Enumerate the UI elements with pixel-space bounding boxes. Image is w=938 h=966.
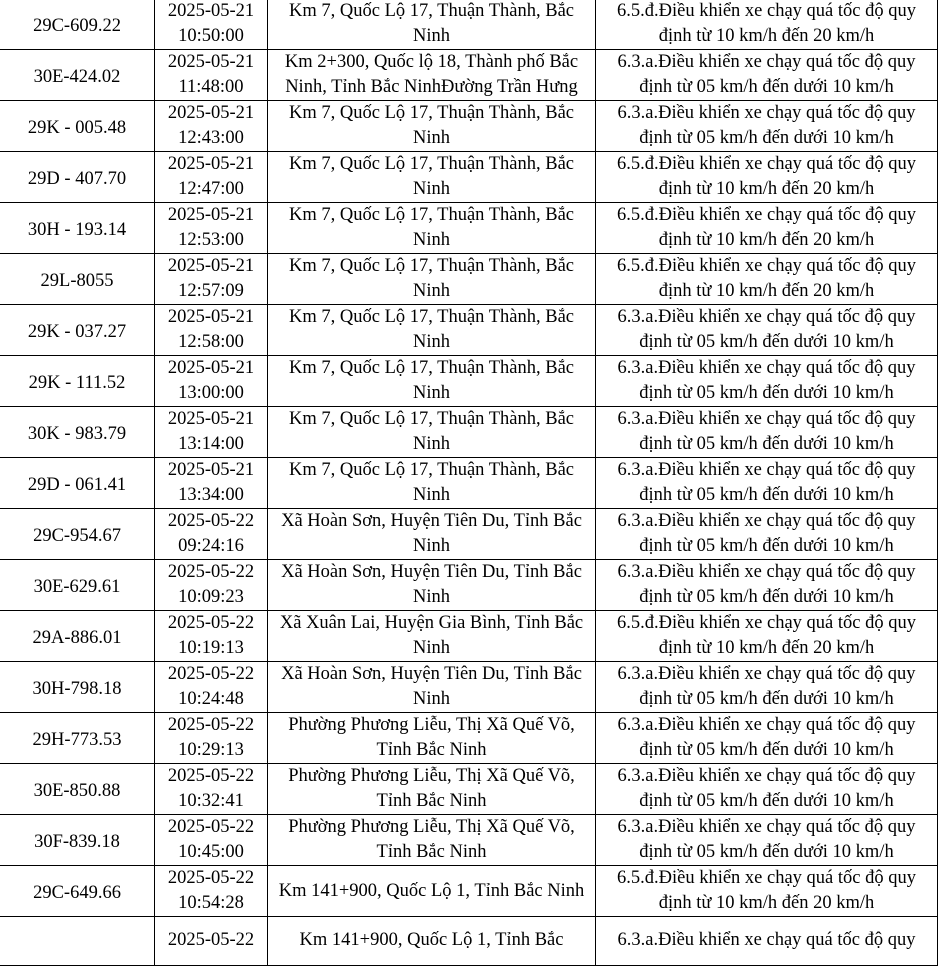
location-cell: [268, 0, 596, 50]
location-cell-text: [268, 0, 595, 49]
violation-cell-part-1: 6.3.a.Điều khiển xe chạy quá tốc độ quy định từ 05 km/h đến dưới 10 km/h: [617, 715, 916, 760]
table-row: [0, 305, 938, 356]
datetime-cell: [155, 305, 268, 356]
violation-cell-text: [596, 611, 937, 661]
datetime-cell-part-1: 2025-05-22: [167, 613, 255, 633]
datetime-cell: [155, 560, 268, 611]
violation-cell-part-1: 6.3.a.Điều khiển xe chạy quá tốc độ quy định từ 05 km/h đến dưới 10 km/h: [617, 562, 916, 607]
datetime-cell-part-1: 2025-05-21: [167, 460, 255, 480]
plate-number-cell-part-1: 30E-629.61: [33, 576, 121, 597]
datetime-cell-text: [155, 0, 267, 49]
plate-number-cell-text: [0, 61, 154, 90]
plate-number-cell-text: [0, 571, 154, 600]
datetime-cell-part-1: 2025-05-21: [167, 307, 255, 327]
datetime-cell-text: [155, 560, 267, 610]
datetime-cell-part-2: 11:48:00: [178, 77, 244, 97]
violation-cell: [596, 305, 938, 356]
plate-number-cell: [0, 713, 155, 764]
plate-number-cell-part-1: 29C-954.67: [33, 525, 121, 546]
violation-cell: [596, 713, 938, 764]
datetime-cell-part-2: 13:00:00: [178, 383, 244, 403]
datetime-cell-part-2: 12:47:00: [178, 179, 244, 199]
violation-cell-text: [596, 203, 937, 253]
violation-cell-part-1: 6.3.a.Điều khiển xe chạy quá tốc độ quy định từ 05 km/h đến dưới 10 km/h: [617, 664, 916, 709]
location-cell: [268, 152, 596, 203]
location-cell-part-1: Km 7, Quốc Lộ 17, Thuận Thành, Bắc Ninh: [289, 358, 574, 403]
plate-number-cell-text: [0, 939, 154, 943]
violation-cell-text: [596, 101, 937, 151]
datetime-cell-part-1: 2025-05-21: [167, 52, 255, 72]
datetime-cell-text: [155, 928, 267, 953]
datetime-cell: [155, 0, 268, 50]
location-cell-text: [268, 764, 595, 814]
datetime-cell-text: [155, 866, 267, 916]
location-cell-text: [268, 101, 595, 151]
datetime-cell-text: [155, 458, 267, 508]
datetime-cell-part-2: 10:50:00: [178, 26, 244, 46]
plate-number-cell-text: [0, 367, 154, 396]
datetime-cell-part-2: 10:09:23: [178, 587, 244, 607]
plate-number-cell: [0, 509, 155, 560]
datetime-cell-text: [155, 152, 267, 202]
plate-number-cell-part-1: 29D - 407.70: [27, 168, 127, 189]
plate-number-cell-text: [0, 418, 154, 447]
location-cell-part-1: Phường Phương Liễu, Thị Xã Quế Võ, Tỉnh Bắc Ninh: [288, 817, 575, 862]
location-cell: [268, 356, 596, 407]
plate-number-cell: [0, 764, 155, 815]
location-cell-part-1: Km 7, Quốc Lộ 17, Thuận Thành, Bắc Ninh: [289, 103, 574, 148]
location-cell-part-1: Km 7, Quốc Lộ 17, Thuận Thành, Bắc Ninh: [289, 307, 574, 352]
violation-cell: [596, 254, 938, 305]
violation-cell: [596, 407, 938, 458]
location-cell-text: [268, 254, 595, 304]
plate-number-cell-part-1: 29H-773.53: [32, 729, 122, 750]
datetime-cell-text: [155, 815, 267, 865]
violation-cell-part-1: 6.3.a.Điều khiển xe chạy quá tốc độ quy định từ 05 km/h đến dưới 10 km/h: [617, 817, 916, 862]
datetime-cell-part-1: 2025-05-21: [167, 409, 255, 429]
violation-cell-text: [596, 713, 937, 763]
datetime-cell-text: [155, 713, 267, 763]
plate-number-cell: [0, 0, 155, 50]
location-cell-text: [268, 713, 595, 763]
plate-number-cell-text: [0, 10, 154, 39]
violation-cell: [596, 764, 938, 815]
plate-number-cell-text: [0, 265, 154, 294]
violation-cell: [596, 815, 938, 866]
datetime-cell-part-1: 2025-05-22: [167, 511, 255, 531]
datetime-cell-part-1: 2025-05-21: [167, 1, 255, 21]
plate-number-cell-part-1: 30E-850.88: [33, 780, 121, 801]
table-row: [0, 815, 938, 866]
table-row: [0, 509, 938, 560]
violation-cell-part-1: 6.5.đ.Điều khiển xe chạy quá tốc độ quy định từ 10 km/h đến 20 km/h: [616, 205, 916, 250]
datetime-cell-part-2: 12:58:00: [178, 332, 244, 352]
violation-cell-text: [596, 152, 937, 202]
plate-number-cell-text: [0, 214, 154, 243]
datetime-cell: [155, 50, 268, 101]
table-row: [0, 356, 938, 407]
plate-number-cell-part-1: 29D - 061.41: [27, 474, 127, 495]
datetime-cell: [155, 101, 268, 152]
datetime-cell-part-1: 2025-05-22: [167, 868, 255, 888]
datetime-cell-part-1: 2025-05-21: [167, 103, 255, 123]
datetime-cell-part-2: 12:43:00: [178, 128, 244, 148]
table-row: [0, 50, 938, 101]
datetime-cell-text: [155, 509, 267, 559]
location-cell: [268, 713, 596, 764]
violation-cell: [596, 560, 938, 611]
location-cell-text: [268, 879, 595, 904]
datetime-cell: [155, 662, 268, 713]
table-row: [0, 611, 938, 662]
datetime-cell: [155, 713, 268, 764]
violation-cell: [596, 458, 938, 509]
location-cell: [268, 305, 596, 356]
table-row: [0, 152, 938, 203]
location-cell-text: [268, 356, 595, 406]
violation-cell-text: [596, 305, 937, 355]
location-cell-text: [268, 305, 595, 355]
location-cell-text: [268, 203, 595, 253]
plate-number-cell: [0, 356, 155, 407]
plate-number-cell: [0, 662, 155, 713]
datetime-cell-part-2: 10:24:48: [178, 689, 244, 709]
violation-cell: [596, 917, 938, 966]
location-cell: [268, 917, 596, 966]
plate-number-cell: [0, 866, 155, 917]
violation-cell-text: [596, 866, 937, 916]
datetime-cell: [155, 764, 268, 815]
datetime-cell-part-2: 10:29:13: [178, 740, 244, 760]
violation-cell-part-1: 6.5.đ.Điều khiển xe chạy quá tốc độ quy định từ 10 km/h đến 20 km/h: [616, 868, 916, 913]
location-cell-part-1: Km 7, Quốc Lộ 17, Thuận Thành, Bắc Ninh: [289, 1, 574, 46]
location-cell-text: [268, 509, 595, 559]
plate-number-cell: [0, 152, 155, 203]
location-cell: [268, 254, 596, 305]
location-cell-part-1: Km 2+300, Quốc lộ 18, Thành phố Bắc Ninh, Tỉnh Bắc NinhĐường Trần Hưng: [284, 52, 579, 97]
violation-cell-text: [596, 356, 937, 406]
datetime-cell: [155, 152, 268, 203]
plate-number-cell-part-1: 29K - 037.27: [27, 321, 127, 342]
location-cell: [268, 50, 596, 101]
violation-cell: [596, 101, 938, 152]
table-row: [0, 560, 938, 611]
datetime-cell-part-1: 2025-05-22: [167, 664, 255, 684]
plate-number-cell-text: [0, 520, 154, 549]
datetime-cell-part-2: 12:57:09: [178, 281, 244, 301]
violation-cell-text: [596, 509, 937, 559]
table-row: [0, 764, 938, 815]
datetime-cell-text: [155, 305, 267, 355]
location-cell-text: [268, 458, 595, 508]
plate-number-cell-text: [0, 163, 154, 192]
datetime-cell: [155, 509, 268, 560]
datetime-cell-text: [155, 203, 267, 253]
location-cell: [268, 764, 596, 815]
violation-cell-text: [596, 407, 937, 457]
plate-number-cell: [0, 203, 155, 254]
plate-number-cell-text: [0, 622, 154, 651]
plate-number-cell: [0, 50, 155, 101]
violation-cell-text: [596, 928, 937, 953]
datetime-cell: [155, 458, 268, 509]
violation-cell-part-1: 6.5.đ.Điều khiển xe chạy quá tốc độ quy định từ 10 km/h đến 20 km/h: [616, 256, 916, 301]
violation-cell-part-1: 6.3.a.Điều khiển xe chạy quá tốc độ quy định từ 05 km/h đến dưới 10 km/h: [617, 358, 916, 403]
violation-cell-part-1: 6.5.đ.Điều khiển xe chạy quá tốc độ quy định từ 10 km/h đến 20 km/h: [616, 613, 916, 658]
datetime-cell-part-2: 10:54:28: [178, 893, 244, 913]
location-cell-text: [268, 407, 595, 457]
violation-cell-part-1: 6.3.a.Điều khiển xe chạy quá tốc độ quy: [617, 930, 916, 951]
violation-cell: [596, 152, 938, 203]
violation-cell-text: [596, 50, 937, 100]
datetime-cell: [155, 815, 268, 866]
violation-cell-part-1: 6.3.a.Điều khiển xe chạy quá tốc độ quy định từ 05 km/h đến dưới 10 km/h: [617, 307, 916, 352]
datetime-cell-part-1: 2025-05-22: [167, 930, 255, 951]
datetime-cell-part-1: 2025-05-21: [167, 358, 255, 378]
location-cell-text: [268, 611, 595, 661]
location-cell-text: [268, 662, 595, 712]
violation-cell-part-1: 6.3.a.Điều khiển xe chạy quá tốc độ quy định từ 05 km/h đến dưới 10 km/h: [617, 103, 916, 148]
violation-cell-part-1: 6.3.a.Điều khiển xe chạy quá tốc độ quy định từ 05 km/h đến dưới 10 km/h: [617, 460, 916, 505]
table-row: [0, 917, 938, 966]
datetime-cell: [155, 866, 268, 917]
location-cell: [268, 203, 596, 254]
plate-number-cell: [0, 305, 155, 356]
datetime-cell-text: [155, 611, 267, 661]
location-cell-text: [268, 50, 595, 100]
table-row: [0, 866, 938, 917]
plate-number-cell: [0, 611, 155, 662]
table-row: [0, 0, 938, 50]
datetime-cell-part-2: 13:34:00: [178, 485, 244, 505]
violation-cell-part-1: 6.5.đ.Điều khiển xe chạy quá tốc độ quy định từ 10 km/h đến 20 km/h: [616, 1, 916, 46]
table-row: [0, 662, 938, 713]
plate-number-cell-part-1: 30H - 193.14: [27, 219, 127, 240]
plate-number-cell-part-1: 29K - 005.48: [27, 117, 127, 138]
table-row: [0, 101, 938, 152]
location-cell-part-1: Xã Hoàn Sơn, Huyện Tiên Du, Tỉnh Bắc Ninh: [281, 511, 582, 556]
datetime-cell-part-1: 2025-05-21: [167, 154, 255, 174]
plate-number-cell-part-1: 29C-609.22: [33, 15, 121, 36]
violation-cell: [596, 662, 938, 713]
location-cell-text: [268, 560, 595, 610]
datetime-cell-text: [155, 101, 267, 151]
violation-cell-part-1: 6.3.a.Điều khiển xe chạy quá tốc độ quy định từ 05 km/h đến dưới 10 km/h: [617, 409, 916, 454]
datetime-cell: [155, 254, 268, 305]
plate-number-cell-part-1: 30H-798.18: [32, 678, 122, 699]
plate-number-cell: [0, 407, 155, 458]
datetime-cell: [155, 203, 268, 254]
plate-number-cell-text: [0, 724, 154, 753]
plate-number-cell-part-1: 29A-886.01: [32, 627, 122, 648]
datetime-cell-part-2: 13:14:00: [178, 434, 244, 454]
table-row: [0, 203, 938, 254]
violation-cell-part-1: 6.5.đ.Điều khiển xe chạy quá tốc độ quy định từ 10 km/h đến 20 km/h: [616, 154, 916, 199]
plate-number-cell-text: [0, 826, 154, 855]
plate-number-cell: [0, 458, 155, 509]
violation-cell: [596, 356, 938, 407]
violation-cell-text: [596, 0, 937, 49]
datetime-cell-part-2: 09:24:16: [178, 536, 244, 556]
plate-number-cell-part-1: 29K - 111.52: [28, 372, 126, 393]
table-row: [0, 254, 938, 305]
table-row: [0, 407, 938, 458]
datetime-cell-part-1: 2025-05-22: [167, 715, 255, 735]
datetime-cell-part-1: 2025-05-22: [167, 817, 255, 837]
location-cell-text: [268, 152, 595, 202]
location-cell: [268, 101, 596, 152]
datetime-cell-part-2: 10:45:00: [178, 842, 244, 862]
location-cell: [268, 458, 596, 509]
location-cell-part-1: Km 7, Quốc Lộ 17, Thuận Thành, Bắc Ninh: [289, 205, 574, 250]
plate-number-cell: [0, 917, 155, 966]
violation-cell-part-1: 6.3.a.Điều khiển xe chạy quá tốc độ quy định từ 05 km/h đến dưới 10 km/h: [617, 52, 916, 97]
location-cell-part-1: Km 7, Quốc Lộ 17, Thuận Thành, Bắc Ninh: [289, 256, 574, 301]
plate-number-cell-text: [0, 112, 154, 141]
plate-number-cell-text: [0, 316, 154, 345]
violation-cell: [596, 866, 938, 917]
violation-cell: [596, 0, 938, 50]
plate-number-cell: [0, 101, 155, 152]
violation-cell-part-1: 6.3.a.Điều khiển xe chạy quá tốc độ quy định từ 05 km/h đến dưới 10 km/h: [617, 766, 916, 811]
plate-number-cell-part-1: 29L-8055: [40, 270, 114, 291]
location-cell-part-1: Xã Hoàn Sơn, Huyện Tiên Du, Tỉnh Bắc Ninh: [281, 664, 582, 709]
datetime-cell-text: [155, 407, 267, 457]
violation-cell: [596, 509, 938, 560]
plate-number-cell: [0, 815, 155, 866]
location-cell: [268, 407, 596, 458]
violation-cell-text: [596, 560, 937, 610]
violation-cell-part-1: 6.3.a.Điều khiển xe chạy quá tốc độ quy định từ 05 km/h đến dưới 10 km/h: [617, 511, 916, 556]
plate-number-cell-text: [0, 775, 154, 804]
location-cell-part-1: Phường Phương Liễu, Thị Xã Quế Võ, Tỉnh Bắc Ninh: [288, 715, 575, 760]
datetime-cell-part-1: 2025-05-22: [167, 562, 255, 582]
datetime-cell-text: [155, 50, 267, 100]
plate-number-cell-text: [0, 877, 154, 906]
location-cell-part-1: Km 7, Quốc Lộ 17, Thuận Thành, Bắc Ninh: [289, 460, 574, 505]
violation-cell: [596, 611, 938, 662]
location-cell-text: [268, 815, 595, 865]
violation-cell-text: [596, 458, 937, 508]
location-cell: [268, 611, 596, 662]
location-cell: [268, 866, 596, 917]
table-row: [0, 458, 938, 509]
location-cell-part-1: Km 141+900, Quốc Lộ 1, Tỉnh Bắc: [299, 930, 564, 951]
location-cell-part-1: Xã Hoàn Sơn, Huyện Tiên Du, Tỉnh Bắc Ninh: [281, 562, 582, 607]
datetime-cell-text: [155, 764, 267, 814]
datetime-cell-part-2: 12:53:00: [178, 230, 244, 250]
datetime-cell: [155, 356, 268, 407]
datetime-cell-text: [155, 356, 267, 406]
datetime-cell: [155, 917, 268, 966]
plate-number-cell-part-1: 30K - 983.79: [27, 423, 127, 444]
plate-number-cell-text: [0, 673, 154, 702]
location-cell: [268, 815, 596, 866]
plate-number-cell: [0, 560, 155, 611]
plate-number-cell: [0, 254, 155, 305]
datetime-cell-part-1: 2025-05-22: [167, 766, 255, 786]
datetime-cell-part-2: 10:19:13: [178, 638, 244, 658]
violation-cell-text: [596, 254, 937, 304]
location-cell-part-1: Km 141+900, Quốc Lộ 1, Tỉnh Bắc Ninh: [278, 880, 585, 901]
location-cell-part-1: Xã Xuân Lai, Huyện Gia Bình, Tỉnh Bắc Ninh: [279, 613, 584, 658]
plate-number-cell-text: [0, 469, 154, 498]
location-cell-part-1: Phường Phương Liễu, Thị Xã Quế Võ, Tỉnh Bắc Ninh: [288, 766, 575, 811]
datetime-cell-text: [155, 254, 267, 304]
violation-cell-text: [596, 764, 937, 814]
plate-number-cell-part-1: 30E-424.02: [33, 66, 121, 87]
violation-cell: [596, 203, 938, 254]
violation-cell-text: [596, 815, 937, 865]
datetime-cell-text: [155, 662, 267, 712]
datetime-cell-part-2: 10:32:41: [178, 791, 244, 811]
location-cell-part-1: Km 7, Quốc Lộ 17, Thuận Thành, Bắc Ninh: [289, 409, 574, 454]
location-cell: [268, 560, 596, 611]
violation-cell: [596, 50, 938, 101]
table-row: [0, 713, 938, 764]
violation-cell-text: [596, 662, 937, 712]
datetime-cell-part-1: 2025-05-21: [167, 205, 255, 225]
location-cell: [268, 509, 596, 560]
location-cell-text: [268, 928, 595, 953]
plate-number-cell-part-1: 30F-839.18: [34, 831, 120, 852]
datetime-cell: [155, 611, 268, 662]
location-cell: [268, 662, 596, 713]
datetime-cell-part-1: 2025-05-21: [167, 256, 255, 276]
location-cell-part-1: Km 7, Quốc Lộ 17, Thuận Thành, Bắc Ninh: [289, 154, 574, 199]
datetime-cell: [155, 407, 268, 458]
plate-number-cell-part-1: 29C-649.66: [33, 882, 121, 903]
